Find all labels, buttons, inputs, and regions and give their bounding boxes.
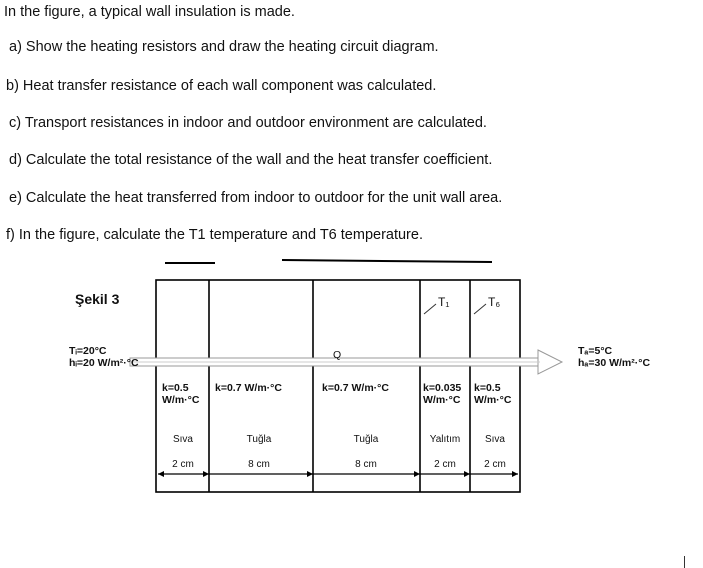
layer-1-name: Sıva <box>172 434 193 445</box>
figure-label: Şekil 3 <box>75 291 120 307</box>
t6-label: T₆ <box>488 295 501 309</box>
layer-3-name: Tuğla <box>353 434 379 445</box>
question-b: b) Heat transfer resistance of each wall component was calculated. <box>6 78 437 94</box>
question-d: d) Calculate the total resistance of the wall and the heat transfer coefficient. <box>9 152 493 168</box>
layer-4-name: Yalıtım <box>429 434 461 445</box>
layer-5-name: Sıva <box>484 434 505 445</box>
question-e: e) Calculate the heat transferred from indoor to outdoor for the unit wall area. <box>9 190 503 206</box>
question-a: a) Show the heating resistors and draw the heating circuit diagram. <box>9 39 439 55</box>
layer-2-name: Tuğla <box>246 434 272 445</box>
layer-4-k: k=0.035 <box>423 382 462 394</box>
question-c: c) Transport resistances in indoor and outdoor environment are calculated. <box>9 115 487 131</box>
layer-5-k: k=0.5 <box>474 382 501 394</box>
layer-5-unit: W/m·°C <box>474 394 512 406</box>
layer-3-thickness: 8 cm <box>355 459 377 470</box>
heat-flow-arrow <box>130 350 562 374</box>
outside-temperature: Tₐ=5°C <box>578 345 613 357</box>
layer-5-thickness: 2 cm <box>484 459 506 470</box>
t6-arrow <box>474 304 486 314</box>
layer-1-thickness: 2 cm <box>172 459 194 470</box>
inside-h: hᵢ=20 W/m²·°C <box>69 357 139 369</box>
t1-label: T₁ <box>438 295 450 309</box>
layer-1-k: k=0.5 <box>162 382 189 394</box>
outside-h: hₐ=30 W/m²·°C <box>578 357 651 369</box>
layer-2-thickness: 8 cm <box>248 459 270 470</box>
layer-3-k: k=0.7 W/m·°C <box>322 382 389 394</box>
intro-text: In the figure, a typical wall insulation is made. <box>4 4 295 20</box>
t1-arrow <box>424 304 436 314</box>
layer-4-unit: W/m·°C <box>423 394 461 406</box>
inside-temperature: Tᵢ=20°C <box>69 345 107 357</box>
layer-4-thickness: 2 cm <box>434 459 456 470</box>
layer-2-k: k=0.7 W/m·°C <box>215 382 282 394</box>
heat-flow-label: Q <box>333 349 342 361</box>
layer-1-unit: W/m·°C <box>162 394 200 406</box>
question-f: f) In the figure, calculate the T1 temperature and T6 temperature. <box>6 227 423 243</box>
text-cursor <box>684 556 685 568</box>
